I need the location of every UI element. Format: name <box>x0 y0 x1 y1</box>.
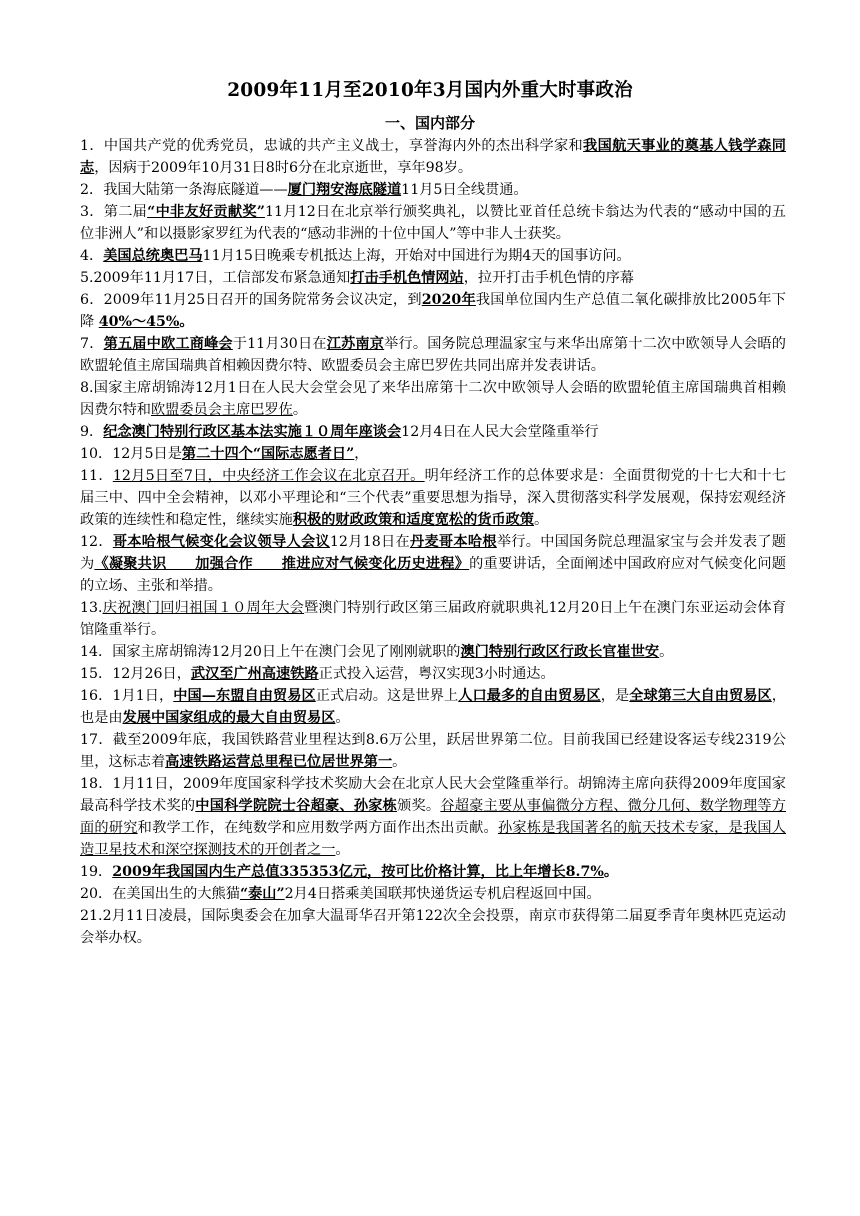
news-item-text: 12月5日至7日，中央经济工作会议在北京召开。 <box>112 468 425 484</box>
news-item <box>80 729 786 773</box>
news-item <box>80 597 786 641</box>
news-item-text: 正式投入运营，粤汉实现3小时通达。 <box>318 666 555 682</box>
news-item-text: 武汉至广州高速铁路 <box>190 666 319 682</box>
news-item <box>80 861 786 883</box>
news-item-text: 打击手机色情网站 <box>350 270 464 286</box>
news-item-text: 。 <box>534 512 549 528</box>
news-item-text: 正式启动。这是世界上 <box>315 688 459 704</box>
news-item-text: 举行。中国国务院总理温家宝与会并发表了题为 <box>80 534 786 572</box>
news-item <box>80 135 786 179</box>
news-item-text: 积极的财政政策和适度宽松的货币政策 <box>292 512 535 528</box>
news-item-text: 3．第二届 <box>80 204 148 220</box>
news-item-text: 发展中国家组成的最大自由贸易区 <box>122 710 336 726</box>
news-item-text: 第二十四个“国际志愿者日” <box>181 446 355 462</box>
news-item-text: ，也是由 <box>80 688 786 726</box>
news-item-text: 12月4日在人民大会堂隆重举行 <box>401 424 599 440</box>
news-item-text: 13. <box>80 600 103 616</box>
news-item <box>80 663 786 685</box>
news-item-text: 。 <box>659 644 674 660</box>
news-item <box>80 267 786 289</box>
news-item <box>80 179 786 201</box>
news-item <box>80 465 786 531</box>
news-item-text: 《凝聚共识 加强合作 推进应对气候变化历史进程》 <box>94 556 470 572</box>
news-item-text: 暨澳门特别行政区第三届政府就职典礼12月20日上午在澳门东亚运动会体育馆隆重举行。 <box>80 600 786 638</box>
news-item-text: 我国航天事业的奠基人钱学森同志 <box>80 138 786 176</box>
news-item-text: ，因病于2009年10月31日8时6分在北京逝世，享年98岁。 <box>94 160 473 176</box>
news-item-text: 2020年 <box>421 292 476 308</box>
news-item <box>80 289 786 333</box>
news-item-text: 颁奖。 <box>397 798 441 814</box>
news-item-text: 。 <box>603 864 619 880</box>
news-item <box>80 377 786 421</box>
news-item-text: 2月4日搭乘美国联邦快递货运专机启程返回中国。 <box>284 886 601 902</box>
news-item-text: 2．我国大陆第一条海底隧道—— <box>80 182 288 198</box>
news-item-text: 6．2009年11月25日召开的国务院常务会议决定，到 <box>80 292 422 308</box>
news-item-text: 我国单位国内生产总值二氧化碳排放比2005年下降 <box>80 292 786 330</box>
news-item-text: 9． <box>80 424 104 440</box>
news-item-text: 高速铁路运营总里程已位居世界第一 <box>165 754 393 770</box>
news-item-text: 11月15日晚乘专机抵达上海，开始对中国进行为期4天的国事访问。 <box>202 248 631 264</box>
news-item-text: 16．1月1日， <box>80 688 174 704</box>
news-item-text: 8.国家主席胡锦涛12月1日在人民大会堂会见了来华出席第十二次中欧领导人会晤的欧盟轮值主席国瑞典首相赖因费尔特和 <box>80 380 786 418</box>
news-item <box>80 883 786 905</box>
news-item-text: 。 <box>292 402 308 418</box>
news-item-text: 19． <box>80 864 113 880</box>
news-item-text: 于11月30日在 <box>232 336 327 352</box>
news-item-text: 和教学工作，在纯数学和应用数学两方面作出杰出贡献。 <box>137 820 498 836</box>
news-item-text: 纪念澳门特别行政区基本法实施１０周年座谈会 <box>103 424 402 440</box>
news-item-text: ，是 <box>600 688 630 704</box>
news-item-text: 哥本哈根气候变化会议领导人会议 <box>112 534 330 550</box>
news-item-text: ， <box>354 446 369 462</box>
news-item-text: 江苏南京 <box>326 336 385 352</box>
news-item-text: 11月12日在北京举行颁奖典礼，以赞比亚首任总统卡翁达为代表的“感动中国的五位非洲人”和以摄影家罗红为代表的“感动非洲的十位中国人”等中非人士获奖。 <box>80 204 786 242</box>
news-item-text: 15．12月26日， <box>80 666 191 682</box>
news-item-text: 17．截至2009年底，我国铁路营业里程达到8.6万公里，跃居世界第二位。目前我国已经建设客运专线2319公里，这标志着 <box>80 732 786 770</box>
news-item-text: 庆祝澳门回归祖国１０周年大会 <box>102 600 305 616</box>
news-item-text: 。 <box>392 754 407 770</box>
news-item-text: 5.2009年11月17日，工信部发布紧急通知 <box>80 270 351 286</box>
news-item-text: 孙家栋是我国著名的航天技术专家，是我国人造卫星技术和深空探测技术的开创者之一 <box>80 820 786 858</box>
news-item-text: “泰山” <box>239 886 285 902</box>
news-item <box>80 421 786 443</box>
news-item-text: 12月18日在 <box>329 534 410 550</box>
news-item-text: 11． <box>80 468 113 484</box>
news-item <box>80 201 786 245</box>
document-title: 2009年11月至2010年3月国内外重大时事政治 <box>227 80 633 101</box>
news-item-text: 14．国家主席胡锦涛12月20日上午在澳门会见了刚刚就职的 <box>80 644 461 660</box>
news-item-text: 10．12月5日是 <box>80 446 182 462</box>
news-item-text: 21.2月11日凌晨，国际奥委会在加拿大温哥华召开第122次全会投票，南京市获得第二届夏季青年奥林匹克运动会举办权。 <box>80 908 786 946</box>
news-list <box>80 135 786 949</box>
news-item <box>80 773 786 861</box>
news-item-text: 的重要讲话，全面阐述中国政府应对气候变化问题的立场、主张和举措。 <box>80 556 786 594</box>
news-item-text: 美国总统奥巴马 <box>103 248 203 264</box>
news-item-text: 举行。国务院总理温家宝与来华出席第十二次中欧领导人会晤的欧盟轮值主席国瑞典首相赖因费尔特、欧盟委员会主席巴罗佐共同出席并发表讲话。 <box>80 336 786 374</box>
news-item-text: 谷超豪主要从事偏微分方程、微分几何、数学物理等方面的研究 <box>80 798 786 836</box>
news-item-text: 欧盟委员会主席巴罗佐 <box>150 402 293 418</box>
news-item-text: “中非友好贡献奖” <box>147 204 265 220</box>
news-item-text: 20．在美国出生的大熊猫 <box>80 886 240 902</box>
news-item <box>80 333 786 377</box>
news-item-text: 。 <box>335 710 350 726</box>
news-item-text: 丹麦哥本哈根 <box>409 534 497 550</box>
news-item-text: 4． <box>80 248 104 264</box>
news-item-text: 。 <box>335 842 350 858</box>
news-item-text: ，拉开打击手机色情的序幕 <box>463 270 634 286</box>
news-item <box>80 531 786 597</box>
news-item-text: 12． <box>80 534 113 550</box>
news-item-text: 18．1月11日，2009年度国家科学技术奖励大会在北京人民大会堂隆重举行。胡锦涛主席向获得2009年度国家最高科学技术奖的 <box>80 776 786 814</box>
news-item <box>80 245 786 267</box>
news-item-text: 人口最多的自由贸易区 <box>458 688 601 704</box>
news-item-text: 厦门翔安海底隧道 <box>287 182 402 198</box>
news-item <box>80 685 786 729</box>
news-item-text: 澳门特别行政区行政长官崔世安 <box>460 644 660 660</box>
news-item-text: 7． <box>80 336 104 352</box>
news-item-text: 40%～45% <box>98 314 180 330</box>
news-item <box>80 443 786 465</box>
news-item-text: 第五届中欧工商峰会 <box>103 336 233 352</box>
news-item-text: 。 <box>179 314 194 330</box>
news-item-text: 11月5日全线贯通。 <box>401 182 528 198</box>
section-heading: 一、国内部分 <box>384 114 475 132</box>
news-item <box>80 905 786 949</box>
news-item-text: 1．中国共产党的优秀党员，忠诚的共产主义战士，享誉海内外的杰出科学家和 <box>80 138 584 154</box>
news-item-text: 2009年我国国内生产总值335353亿元，按可比价格计算，比上年增长8.7% <box>112 864 604 880</box>
news-item-text: 中国—东盟自由贸易区 <box>173 688 316 704</box>
news-item <box>80 641 786 663</box>
news-item-text: 全球第三大自由贸易区 <box>629 688 772 704</box>
news-item-text: 明年经济工作的总体要求是：全面贯彻党的十七大和十七届三中、四中全会精神，以邓小平理论和“三个代表”重要思想为指导，深入贯彻落实科学发展观，保持宏观经济政策的连续性和稳定性，继续实施 <box>80 468 787 528</box>
news-item-text: 中国科学院院士谷超豪、孙家栋 <box>195 798 398 814</box>
